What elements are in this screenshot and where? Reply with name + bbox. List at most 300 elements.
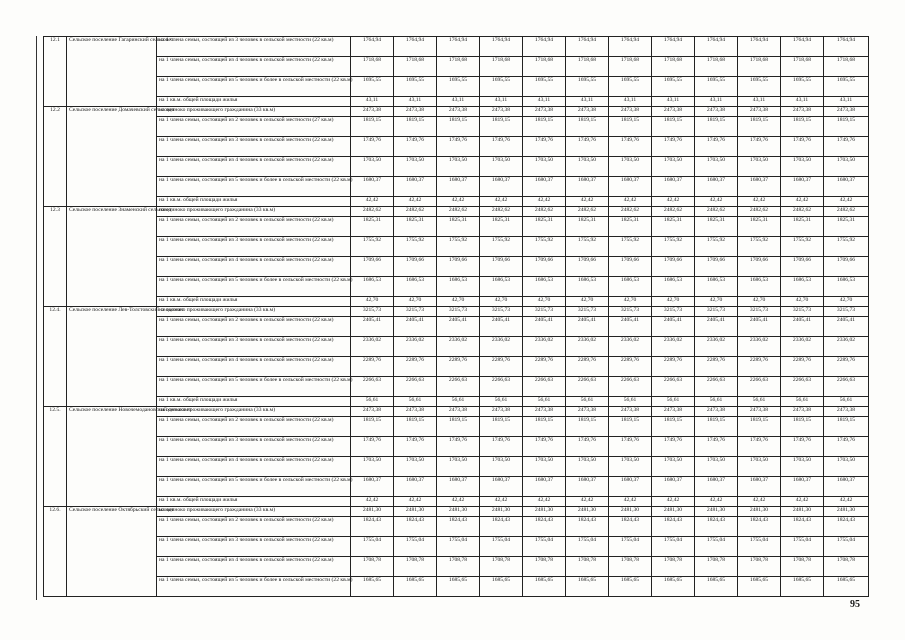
- value-cell: 56,61: [738, 397, 781, 407]
- table-row: [44, 207, 869, 217]
- value-cell: 1680,37: [609, 177, 652, 197]
- value-cell: 1718,68: [437, 57, 480, 77]
- table-row: [44, 307, 869, 317]
- value-cell: 2473,38: [652, 107, 695, 117]
- value-cell: 1680,37: [394, 477, 437, 497]
- value-cell: 2266,63: [480, 377, 523, 397]
- value-cell: 3215,73: [351, 307, 394, 317]
- value-cell: 1708,78: [480, 557, 523, 577]
- value-cell: 43,11: [695, 97, 738, 107]
- value-cell: 1680,37: [351, 477, 394, 497]
- norm-description: на 1 члена семьи, состоящей из 3 человек в сельской местности (22 кв.м): [157, 437, 351, 457]
- value-cell: 1686,53: [480, 277, 523, 297]
- value-cell: 1686,53: [351, 277, 394, 297]
- value-cell: 1680,37: [351, 177, 394, 197]
- table-row: [44, 117, 869, 137]
- settlement-name: Сельское поселение Новочемодановский сельсовет: [67, 407, 157, 507]
- table-row: [44, 107, 869, 117]
- value-cell: 1749,76: [652, 137, 695, 157]
- settlement-name: Сельское поселение Гагаринский сельсовет: [67, 37, 157, 107]
- value-cell: 1703,50: [738, 457, 781, 477]
- value-cell: 1819,15: [480, 417, 523, 437]
- table-row: [44, 97, 869, 107]
- value-cell: 56,61: [351, 397, 394, 407]
- value-cell: 42,42: [394, 197, 437, 207]
- value-cell: 2481,30: [394, 507, 437, 517]
- value-cell: 2482,62: [824, 207, 869, 217]
- value-cell: 1825,31: [437, 217, 480, 237]
- table-row: [44, 57, 869, 77]
- value-cell: 56,61: [824, 397, 869, 407]
- value-cell: 1695,55: [437, 77, 480, 97]
- value-cell: 1680,37: [695, 177, 738, 197]
- value-cell: 1686,53: [437, 277, 480, 297]
- norm-description: на 1 члена семьи, состоящей из 5 человек и более в сельской местности (22 кв.м): [157, 177, 351, 197]
- value-cell: 2473,38: [566, 107, 609, 117]
- value-cell: 1819,15: [695, 117, 738, 137]
- value-cell: 1703,50: [824, 157, 869, 177]
- value-cell: 1819,15: [480, 117, 523, 137]
- value-cell: 3215,73: [781, 307, 824, 317]
- value-cell: 2481,30: [609, 507, 652, 517]
- value-cell: 43,11: [738, 97, 781, 107]
- value-cell: 1764,94: [738, 37, 781, 57]
- table-row: [44, 157, 869, 177]
- value-cell: 1703,50: [394, 157, 437, 177]
- value-cell: 2405,41: [394, 317, 437, 337]
- value-cell: 1764,94: [523, 37, 566, 57]
- table-row: [44, 377, 869, 397]
- value-cell: 2473,38: [824, 107, 869, 117]
- section-number: 12.6.: [44, 507, 67, 597]
- value-cell: 42,42: [480, 497, 523, 507]
- value-cell: 2405,41: [781, 317, 824, 337]
- value-cell: 1749,76: [695, 437, 738, 457]
- value-cell: 1819,15: [738, 117, 781, 137]
- norm-description: на 1 члена семьи, состоящей из 5 человек и более в сельской местности (22 кв.м): [157, 477, 351, 497]
- value-cell: 3215,73: [695, 307, 738, 317]
- value-cell: 43,11: [781, 97, 824, 107]
- value-cell: 1819,15: [351, 117, 394, 137]
- value-cell: 1695,55: [394, 77, 437, 97]
- value-cell: 42,70: [394, 297, 437, 307]
- value-cell: 1755,92: [351, 237, 394, 257]
- value-cell: 2405,41: [652, 317, 695, 337]
- value-cell: 3215,73: [437, 307, 480, 317]
- value-cell: 3215,73: [480, 307, 523, 317]
- value-cell: 2481,30: [437, 507, 480, 517]
- value-cell: 1819,15: [394, 417, 437, 437]
- value-cell: 1703,50: [652, 457, 695, 477]
- norm-description: на 1 члена семьи, состоящей из 4 человек в сельской местности (22 кв.м): [157, 157, 351, 177]
- value-cell: 42,42: [652, 197, 695, 207]
- value-cell: 1819,15: [824, 417, 869, 437]
- value-cell: 1695,55: [652, 77, 695, 97]
- value-cell: 2336,02: [738, 337, 781, 357]
- value-cell: 2473,38: [824, 407, 869, 417]
- value-cell: 1708,78: [566, 557, 609, 577]
- value-cell: 2473,38: [781, 107, 824, 117]
- value-cell: 1819,15: [394, 117, 437, 137]
- value-cell: 2336,02: [609, 337, 652, 357]
- value-cell: 42,70: [566, 297, 609, 307]
- value-cell: 1680,37: [738, 477, 781, 497]
- norm-description: на 1 кв.м. общей площади жилья: [157, 97, 351, 107]
- value-cell: 56,61: [566, 397, 609, 407]
- value-cell: 1755,92: [480, 237, 523, 257]
- value-cell: 1824,43: [566, 517, 609, 537]
- value-cell: 1718,68: [609, 57, 652, 77]
- value-cell: 2405,41: [437, 317, 480, 337]
- value-cell: 1685,65: [437, 577, 480, 597]
- value-cell: 42,42: [523, 497, 566, 507]
- value-cell: 1819,15: [695, 417, 738, 437]
- value-cell: 1680,37: [480, 177, 523, 197]
- value-cell: 1749,76: [781, 437, 824, 457]
- value-cell: 1825,31: [695, 217, 738, 237]
- value-cell: 1703,50: [566, 157, 609, 177]
- value-cell: 56,61: [781, 397, 824, 407]
- value-cell: 2482,62: [738, 207, 781, 217]
- norm-description: на 1 члена семьи, состоящей из 3 человек в сельской местности (22 кв.м): [157, 237, 351, 257]
- value-cell: 1718,68: [695, 57, 738, 77]
- value-cell: 1703,50: [781, 457, 824, 477]
- value-cell: 1708,78: [394, 557, 437, 577]
- value-cell: 1764,94: [824, 37, 869, 57]
- value-cell: 1695,55: [695, 77, 738, 97]
- value-cell: 56,61: [394, 397, 437, 407]
- value-cell: 1749,76: [394, 437, 437, 457]
- value-cell: 1703,50: [781, 157, 824, 177]
- value-cell: 1749,76: [480, 437, 523, 457]
- value-cell: 1708,78: [824, 557, 869, 577]
- table-row: [44, 457, 869, 477]
- value-cell: 1764,94: [351, 37, 394, 57]
- table-row: [44, 437, 869, 457]
- value-cell: 2473,38: [738, 407, 781, 417]
- value-cell: 1718,68: [523, 57, 566, 77]
- value-cell: 1685,65: [609, 577, 652, 597]
- value-cell: 1824,43: [781, 517, 824, 537]
- value-cell: 1755,04: [523, 537, 566, 557]
- value-cell: 1686,53: [695, 277, 738, 297]
- value-cell: 1685,65: [351, 577, 394, 597]
- value-cell: 1755,92: [738, 237, 781, 257]
- value-cell: 1749,76: [437, 137, 480, 157]
- value-cell: 1709,66: [523, 257, 566, 277]
- value-cell: 1749,76: [566, 437, 609, 457]
- value-cell: 42,42: [609, 197, 652, 207]
- value-cell: 56,61: [523, 397, 566, 407]
- value-cell: 1686,53: [609, 277, 652, 297]
- value-cell: 2289,76: [695, 357, 738, 377]
- norm-description: на одиноко проживающего гражданина (33 кв.м): [157, 407, 351, 417]
- value-cell: 1825,31: [824, 217, 869, 237]
- value-cell: 42,42: [695, 497, 738, 507]
- value-cell: 1755,92: [566, 237, 609, 257]
- value-cell: 1709,66: [738, 257, 781, 277]
- norm-description: на 1 члена семьи, состоящей из 2 человек в сельской местности (22 кв.м): [157, 417, 351, 437]
- value-cell: 1755,92: [781, 237, 824, 257]
- value-cell: 42,42: [738, 497, 781, 507]
- value-cell: 1709,66: [824, 257, 869, 277]
- table-body: [44, 37, 869, 597]
- value-cell: 1680,37: [781, 477, 824, 497]
- value-cell: 1825,31: [781, 217, 824, 237]
- table-row: [44, 77, 869, 97]
- value-cell: 1680,37: [738, 177, 781, 197]
- value-cell: 1685,65: [652, 577, 695, 597]
- value-cell: 1749,76: [695, 137, 738, 157]
- value-cell: 2336,02: [351, 337, 394, 357]
- value-cell: 2266,63: [738, 377, 781, 397]
- value-cell: 1749,76: [351, 137, 394, 157]
- norm-description: на 1 члена семьи, состоящей из 2 человек в сельской местности (22 кв.м): [157, 217, 351, 237]
- value-cell: 2289,76: [394, 357, 437, 377]
- value-cell: 1749,76: [351, 437, 394, 457]
- table-row: [44, 277, 869, 297]
- value-cell: 1819,15: [781, 417, 824, 437]
- value-cell: 1755,04: [351, 537, 394, 557]
- value-cell: 1824,43: [523, 517, 566, 537]
- value-cell: 1755,04: [652, 537, 695, 557]
- value-cell: 2266,63: [437, 377, 480, 397]
- value-cell: 2289,76: [652, 357, 695, 377]
- value-cell: 2289,76: [738, 357, 781, 377]
- value-cell: 2405,41: [351, 317, 394, 337]
- value-cell: 1824,43: [437, 517, 480, 537]
- settlement-name: Сельское поселение Октябрьский сельсовет: [67, 507, 157, 597]
- value-cell: 2289,76: [566, 357, 609, 377]
- value-cell: 1755,92: [394, 237, 437, 257]
- table-row: [44, 137, 869, 157]
- value-cell: 2473,38: [437, 407, 480, 417]
- value-cell: 56,61: [437, 397, 480, 407]
- table-row: [44, 237, 869, 257]
- value-cell: 1824,43: [609, 517, 652, 537]
- value-cell: 2481,30: [652, 507, 695, 517]
- value-cell: 2266,63: [394, 377, 437, 397]
- norm-description: на 1 кв.м. общей площади жилья: [157, 297, 351, 307]
- value-cell: 1680,37: [566, 477, 609, 497]
- table-row: [44, 317, 869, 337]
- left-border-line: [36, 36, 37, 600]
- table-row: [44, 257, 869, 277]
- value-cell: 43,11: [523, 97, 566, 107]
- value-cell: 2482,62: [437, 207, 480, 217]
- value-cell: 1755,04: [480, 537, 523, 557]
- value-cell: 1709,66: [351, 257, 394, 277]
- value-cell: 2289,76: [609, 357, 652, 377]
- value-cell: 2482,62: [609, 207, 652, 217]
- norm-description: на 1 кв.м. общей площади жилья: [157, 497, 351, 507]
- value-cell: 1703,50: [394, 457, 437, 477]
- value-cell: 2289,76: [437, 357, 480, 377]
- section-number: 12.3: [44, 207, 67, 307]
- value-cell: 1819,15: [609, 117, 652, 137]
- value-cell: 1680,37: [824, 177, 869, 197]
- value-cell: 1718,68: [738, 57, 781, 77]
- value-cell: 1703,50: [523, 157, 566, 177]
- value-cell: 1824,43: [394, 517, 437, 537]
- value-cell: 1764,94: [394, 37, 437, 57]
- value-cell: 2405,41: [523, 317, 566, 337]
- value-cell: 1680,37: [652, 177, 695, 197]
- value-cell: 2289,76: [523, 357, 566, 377]
- value-cell: 1708,78: [695, 557, 738, 577]
- value-cell: 1755,04: [609, 537, 652, 557]
- norm-description: на одиноко проживающего гражданина (33 кв.м): [157, 507, 351, 517]
- value-cell: 1709,66: [566, 257, 609, 277]
- value-cell: 1825,31: [523, 217, 566, 237]
- norm-description: на 1 члена семьи, состоящей из 4 человек в сельской местности (22 кв.м): [157, 57, 351, 77]
- value-cell: 42,70: [480, 297, 523, 307]
- value-cell: 1755,92: [652, 237, 695, 257]
- value-cell: 2336,02: [695, 337, 738, 357]
- value-cell: 2336,02: [566, 337, 609, 357]
- value-cell: 1685,65: [695, 577, 738, 597]
- value-cell: 1755,92: [695, 237, 738, 257]
- value-cell: 2482,62: [781, 207, 824, 217]
- value-cell: 1709,66: [695, 257, 738, 277]
- value-cell: 1680,37: [566, 177, 609, 197]
- value-cell: 1703,50: [437, 157, 480, 177]
- value-cell: 42,70: [351, 297, 394, 307]
- value-cell: 1764,94: [695, 37, 738, 57]
- table-row: [44, 297, 869, 307]
- value-cell: 1824,43: [351, 517, 394, 537]
- value-cell: 2481,30: [738, 507, 781, 517]
- value-cell: 1685,65: [738, 577, 781, 597]
- value-cell: 42,42: [523, 197, 566, 207]
- value-cell: 1680,37: [824, 477, 869, 497]
- table-row: [44, 477, 869, 497]
- value-cell: 2336,02: [437, 337, 480, 357]
- value-cell: 1819,15: [566, 417, 609, 437]
- table-row: [44, 517, 869, 537]
- value-cell: 1709,66: [437, 257, 480, 277]
- value-cell: 42,42: [437, 497, 480, 507]
- value-cell: 1755,04: [824, 537, 869, 557]
- value-cell: 42,42: [480, 197, 523, 207]
- value-cell: 1703,50: [609, 457, 652, 477]
- value-cell: 3215,73: [523, 307, 566, 317]
- value-cell: 2266,63: [566, 377, 609, 397]
- value-cell: 2473,38: [566, 407, 609, 417]
- value-cell: 1695,55: [566, 77, 609, 97]
- value-cell: 1708,78: [609, 557, 652, 577]
- value-cell: 42,42: [824, 497, 869, 507]
- value-cell: 2266,63: [695, 377, 738, 397]
- value-cell: 2482,62: [652, 207, 695, 217]
- value-cell: 1695,55: [480, 77, 523, 97]
- value-cell: 1685,65: [824, 577, 869, 597]
- norm-description: на 1 члена семьи, состоящей из 3 человек в сельской местности (22 кв.м): [157, 137, 351, 157]
- value-cell: 2473,38: [523, 107, 566, 117]
- norm-description: на 1 члена семьи, состоящей из 3 человек в сельской местности (22 кв.м): [157, 537, 351, 557]
- value-cell: 1755,92: [609, 237, 652, 257]
- value-cell: 42,42: [566, 197, 609, 207]
- value-cell: 1764,94: [652, 37, 695, 57]
- value-cell: 2405,41: [824, 317, 869, 337]
- value-cell: 1695,55: [738, 77, 781, 97]
- value-cell: 1749,76: [652, 437, 695, 457]
- value-cell: 1703,50: [523, 457, 566, 477]
- norm-description: на 1 члена семьи, состоящей из 2 человек в сельской местности (27 кв.м): [157, 117, 351, 137]
- section-number: 12.2: [44, 107, 67, 207]
- value-cell: 1824,43: [480, 517, 523, 537]
- value-cell: 2482,62: [351, 207, 394, 217]
- value-cell: 1708,78: [523, 557, 566, 577]
- value-cell: 1749,76: [824, 437, 869, 457]
- value-cell: 43,11: [480, 97, 523, 107]
- value-cell: 1703,50: [824, 457, 869, 477]
- value-cell: 3215,73: [738, 307, 781, 317]
- value-cell: 56,61: [480, 397, 523, 407]
- value-cell: 1680,37: [437, 177, 480, 197]
- table-row: [44, 177, 869, 197]
- value-cell: 1695,55: [609, 77, 652, 97]
- value-cell: 1764,94: [566, 37, 609, 57]
- value-cell: 1703,50: [695, 157, 738, 177]
- value-cell: 1686,53: [781, 277, 824, 297]
- value-cell: 1718,68: [781, 57, 824, 77]
- norm-description: на 1 члена семьи, состоящей из 5 человек и более в сельской местности (22 кв.м): [157, 277, 351, 297]
- value-cell: 42,42: [437, 197, 480, 207]
- value-cell: 1749,76: [437, 437, 480, 457]
- value-cell: 1708,78: [652, 557, 695, 577]
- table-row: [44, 497, 869, 507]
- value-cell: 42,70: [437, 297, 480, 307]
- value-cell: 1709,66: [652, 257, 695, 277]
- value-cell: 56,61: [652, 397, 695, 407]
- norm-description: на 1 члена семьи, состоящей из 2 человек в сельской местности (22 кв.м): [157, 317, 351, 337]
- value-cell: 3215,73: [652, 307, 695, 317]
- value-cell: 2289,76: [351, 357, 394, 377]
- settlement-name: Сельское поселение Лев-Толстовский сельсовет: [67, 307, 157, 407]
- value-cell: 1703,50: [695, 457, 738, 477]
- value-cell: 1709,66: [394, 257, 437, 277]
- value-cell: 1819,15: [523, 117, 566, 137]
- value-cell: 1764,94: [480, 37, 523, 57]
- value-cell: 1819,15: [824, 117, 869, 137]
- value-cell: 2405,41: [738, 317, 781, 337]
- value-cell: 2336,02: [523, 337, 566, 357]
- value-cell: 43,11: [394, 97, 437, 107]
- value-cell: 2266,63: [351, 377, 394, 397]
- value-cell: 2473,38: [351, 107, 394, 117]
- table-row: [44, 557, 869, 577]
- table-row: [44, 417, 869, 437]
- value-cell: 1703,50: [609, 157, 652, 177]
- value-cell: 2405,41: [609, 317, 652, 337]
- table-row: [44, 37, 869, 57]
- value-cell: 42,42: [652, 497, 695, 507]
- value-cell: 1825,31: [566, 217, 609, 237]
- value-cell: 1819,15: [781, 117, 824, 137]
- value-cell: 1755,04: [781, 537, 824, 557]
- value-cell: 1686,53: [738, 277, 781, 297]
- value-cell: 1695,55: [351, 77, 394, 97]
- value-cell: 43,11: [652, 97, 695, 107]
- value-cell: 1749,76: [609, 437, 652, 457]
- norm-description: на 1 члена семьи, состоящей из 5 человек и более в сельской местности (22 кв.м): [157, 77, 351, 97]
- value-cell: 42,42: [351, 197, 394, 207]
- value-cell: 1685,65: [566, 577, 609, 597]
- value-cell: 1703,50: [738, 157, 781, 177]
- norm-description: на 1 члена семьи, состоящей из 3 человек в сельской местности (22 кв.м): [157, 337, 351, 357]
- value-cell: 1718,68: [480, 57, 523, 77]
